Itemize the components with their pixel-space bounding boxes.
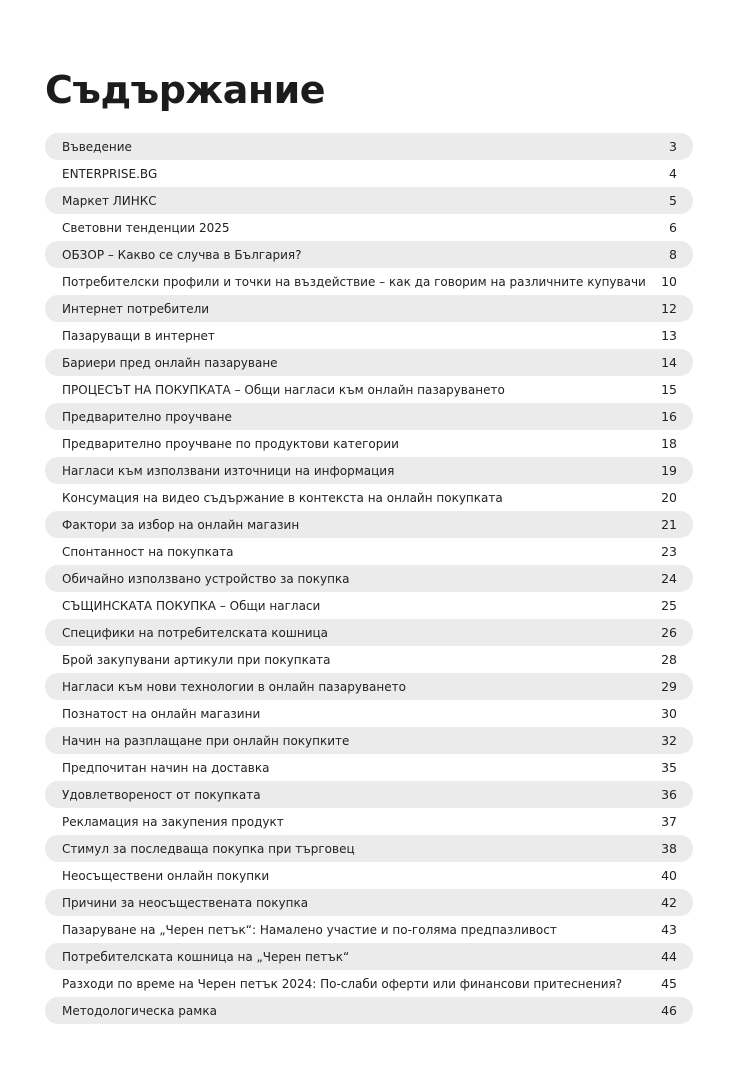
toc-entry[interactable]: [45, 457, 693, 484]
toc-entry-title: Обичайно използвано устройство за покупка: [62, 571, 350, 586]
toc-entry-title: Начин на разплащане при онлайн покупките: [62, 733, 350, 748]
toc-entry-title: Потребителската кошница на „Черен петък“: [62, 949, 350, 964]
toc-entry-page-number: 46: [661, 1003, 677, 1018]
toc-entry-title: Брой закупувани артикули при покупката: [62, 652, 331, 667]
toc-entry-page-number: 40: [661, 868, 677, 883]
toc-entry-page-number: 18: [661, 436, 677, 451]
toc-entry-page-number: 35: [661, 760, 677, 775]
toc-entry-title: Специфики на потребителската кошница: [62, 625, 329, 640]
toc-entry-page-number: 25: [661, 598, 677, 613]
toc-entry-page-number: 10: [661, 274, 677, 289]
toc-entry-page-number: 5: [669, 193, 677, 208]
toc-entry-title: Нагласи към използвани източници на информация: [62, 463, 395, 478]
toc-entry[interactable]: [45, 835, 693, 862]
toc-entry-title: Интернет потребители: [62, 301, 210, 316]
toc-entry-title: Въведение: [62, 139, 132, 154]
toc-entry-title: Удовлетвореност от покупката: [62, 787, 261, 802]
toc-entry-page-number: 8: [669, 247, 677, 262]
toc-entry-page-number: 37: [661, 814, 677, 829]
toc-entry-title: ПРОЦЕСЪТ НА ПОКУПКАТА – Общи нагласи към онлайн пазаруването: [62, 382, 505, 397]
toc-entry[interactable]: [45, 781, 693, 808]
toc-entry-title: ENTERPRISE.BG: [62, 166, 158, 181]
toc-entry-title: Консумация на видео съдържание в контекста на онлайн покупката: [62, 490, 503, 505]
toc-entry[interactable]: [45, 538, 693, 565]
toc-entry[interactable]: [45, 268, 693, 295]
toc-entry[interactable]: [45, 997, 693, 1024]
toc-entry[interactable]: [45, 511, 693, 538]
toc-entry-title: Причини за неосъществената покупка: [62, 895, 309, 910]
toc-entry-title: Световни тенденции 2025: [62, 220, 230, 235]
toc-entry-title: Маркет ЛИНКС: [62, 193, 157, 208]
toc-entry-title: Стимул за последваща покупка при търговец: [62, 841, 355, 856]
toc-entry-page-number: 4: [669, 166, 677, 181]
toc-entry[interactable]: [45, 916, 693, 943]
toc-entry-page-number: 44: [661, 949, 677, 964]
toc-entry-title: Пазаруване на „Черен петък“: Намалено участие и по-голяма предпазливост: [62, 922, 557, 937]
toc-entry[interactable]: [45, 187, 693, 214]
toc-entry-title: Предварително проучване по продуктови категории: [62, 436, 399, 451]
toc-entry[interactable]: [45, 673, 693, 700]
toc-entry-title: Рекламация на закупения продукт: [62, 814, 284, 829]
toc-entry-page-number: 24: [661, 571, 677, 586]
toc-entry-page-number: 21: [661, 517, 677, 532]
toc-entry-title: Предпочитан начин на доставка: [62, 760, 270, 775]
toc-entry[interactable]: [45, 619, 693, 646]
toc-entry-page-number: 32: [661, 733, 677, 748]
toc-entry-page-number: 29: [661, 679, 677, 694]
toc-entry-page-number: 6: [669, 220, 677, 235]
toc-entry-page-number: 15: [661, 382, 677, 397]
toc-entry-title: Неосъществени онлайн покупки: [62, 868, 270, 883]
toc-entry-title: Фактори за избор на онлайн магазин: [62, 517, 300, 532]
toc-entry[interactable]: [45, 430, 693, 457]
toc-entry-page-number: 42: [661, 895, 677, 910]
toc-entry-title: Пазаруващи в интернет: [62, 328, 215, 343]
toc-entry-page-number: 26: [661, 625, 677, 640]
toc-entry[interactable]: [45, 592, 693, 619]
toc-entry[interactable]: [45, 403, 693, 430]
toc-entry[interactable]: [45, 484, 693, 511]
toc-entry[interactable]: [45, 970, 693, 997]
toc-entry-page-number: 3: [669, 139, 677, 154]
toc-entry-title: ОБЗОР – Какво се случва в България?: [62, 247, 302, 262]
toc-entry[interactable]: [45, 322, 693, 349]
table-of-contents: [45, 133, 693, 1024]
toc-entry[interactable]: [45, 376, 693, 403]
toc-entry-page-number: 12: [661, 301, 677, 316]
toc-entry[interactable]: [45, 646, 693, 673]
toc-entry[interactable]: [45, 727, 693, 754]
toc-entry-page-number: 13: [661, 328, 677, 343]
toc-entry[interactable]: [45, 214, 693, 241]
page-title: Съдържание: [45, 68, 325, 112]
toc-entry-page-number: 30: [661, 706, 677, 721]
toc-entry-title: СЪЩИНСКАТА ПОКУПКА – Общи нагласи: [62, 598, 321, 613]
toc-entry[interactable]: [45, 943, 693, 970]
toc-entry-title: Методологическа рамка: [62, 1003, 217, 1018]
toc-entry[interactable]: [45, 565, 693, 592]
toc-entry-title: Спонтанност на покупката: [62, 544, 234, 559]
toc-entry[interactable]: [45, 808, 693, 835]
toc-entry-page-number: 19: [661, 463, 677, 478]
toc-entry[interactable]: [45, 160, 693, 187]
toc-entry-page-number: 43: [661, 922, 677, 937]
toc-entry[interactable]: [45, 700, 693, 727]
toc-entry[interactable]: [45, 349, 693, 376]
toc-entry[interactable]: [45, 862, 693, 889]
toc-entry-page-number: 45: [661, 976, 677, 991]
toc-entry-title: Предварително проучване: [62, 409, 232, 424]
toc-entry-title: Нагласи към нови технологии в онлайн пазаруването: [62, 679, 406, 694]
toc-entry-title: Разходи по време на Черен петък 2024: По-слаби оферти или финансови притеснения?: [62, 976, 623, 991]
toc-entry-title: Потребителски профили и точки на въздействие – как да говорим на различните купувачи: [62, 274, 646, 289]
toc-entry[interactable]: [45, 889, 693, 916]
toc-entry-page-number: 20: [661, 490, 677, 505]
toc-entry[interactable]: [45, 295, 693, 322]
toc-entry-title: Бариери пред онлайн пазаруване: [62, 355, 278, 370]
toc-entry-page-number: 23: [661, 544, 677, 559]
toc-entry[interactable]: [45, 754, 693, 781]
toc-entry[interactable]: [45, 241, 693, 268]
toc-entry-title: Познатост на онлайн магазини: [62, 706, 261, 721]
toc-entry-page-number: 14: [661, 355, 677, 370]
toc-entry[interactable]: [45, 133, 693, 160]
toc-entry-page-number: 28: [661, 652, 677, 667]
toc-entry-page-number: 16: [661, 409, 677, 424]
toc-entry-page-number: 36: [661, 787, 677, 802]
toc-entry-page-number: 38: [661, 841, 677, 856]
